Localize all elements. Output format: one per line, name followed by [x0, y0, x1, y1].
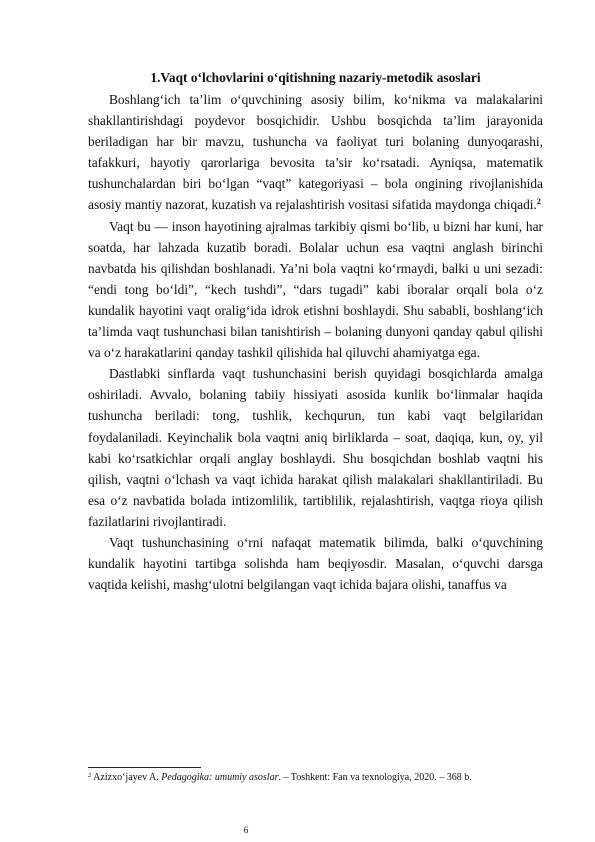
footnote-reference[interactable]: 2: [536, 197, 541, 207]
paragraph-4: Vaqt tushunchasining o‘rni nafaqat matematik bilimda, balki o‘quvchining kundalik hayotini tartibga solishda ham beqiyosdir. Masalan, o‘quvchi darsga vaqtida kelishi, mashg‘ulotni belgilangan vaqt ichida bajara olishi, tanaffus va: [88, 534, 543, 593]
section-heading: 1.Vaqt o‘lchovlarini o‘qitishning nazariy-metodik asoslari: [150, 70, 481, 85]
paragraph-1: [88, 89, 543, 216]
footnote-details: . – Toshkent: Fan va texnologiya, 2020. – 368 b.: [278, 772, 472, 783]
paragraph-2: Vaqt bu — inson hayotining ajralmas tarkibiy qismi bo‘lib, u bizni har kuni, har soatda, har lahzada kuzatib boradi. Bolalar uchun esa vaqtni anglash birinchi navbatda his qilishdan boshlanadi. Ya’ni bola vaqtni ko‘rmaydi, balki u uni sezadi: “endi tong bo‘ldi”, “kech tushdi”, “dars tugadi” kabi iboralar orqali bola o‘z kundalik hayotini vaqt oralig‘ida idrok etishni boshlaydi. Shu sababli, boshlang‘ich ta’limda vaqt tushunchasi bilan tanishtirish – bolaning dunyoni qanday qabul qilishi va o‘z harakatlarini qanday tashkil qilishida hal qiluvchi ahamiyatga ega.: [88, 218, 543, 361]
page-number: 6: [243, 826, 249, 836]
footnote-separator: [88, 767, 201, 768]
footnote: [88, 772, 543, 784]
footnote-title: Pedagogika: umumiy asoslar: [161, 772, 279, 783]
footnote-mark: 2: [88, 772, 92, 779]
footnote-author: Azizxo‘jayev A.: [93, 772, 159, 783]
body-text: [88, 89, 543, 595]
paragraph-1-text: Boshlang‘ich ta’lim o‘quvchining asosiy bilim, ko‘nikma va malakalarini shakllantirishdagi poydevor bosqichidir. Ushbu bosqichda ta’lim jarayonida beriladigan har bir mavzu, tushuncha va faoliyat turi bolaning dunyoqarashi, tafakkuri, hayotiy qarorlariga bevosita ta’sir ko‘rsatadi. Ayniqsa, matematik tushunchalardan biri bo‘lgan “vaqt” kategoriyasi – bola ongining rivojlanishida asosiy mantiy nazorat, kuzatish va rejalashtirish vositasi sifatida maydonga chiqadi.: [88, 92, 543, 213]
paragraph-3: Dastlabki sinflarda vaqt tushunchasini berish quyidagi bosqichlarda amalga oshiriladi. Avvalo, bolaning tabiiy hissiyati asosida kunlik bo‘linmalar haqida tushuncha beriladi: tong, tushlik, kechqurun, tun kabi vaqt belgilaridan foydalaniladi. Keyinchalik bola vaqtni aniq birliklarda – soat, daqiqa, kun, oy, yil kabi ko‘rsatkichlar orqali anglay boshlaydi. Shu bosqichdan boshlab vaqtni his qilish, vaqtni o‘lchash va vaqt ichida harakat qilish malakalari shakllantiriladi. Bu esa o‘z navbatida bolada intizomlilik, tartiblilik, rejalashtirish, vaqtga rioya qilish fazilatlarini rivojlantiradi.: [88, 366, 543, 529]
